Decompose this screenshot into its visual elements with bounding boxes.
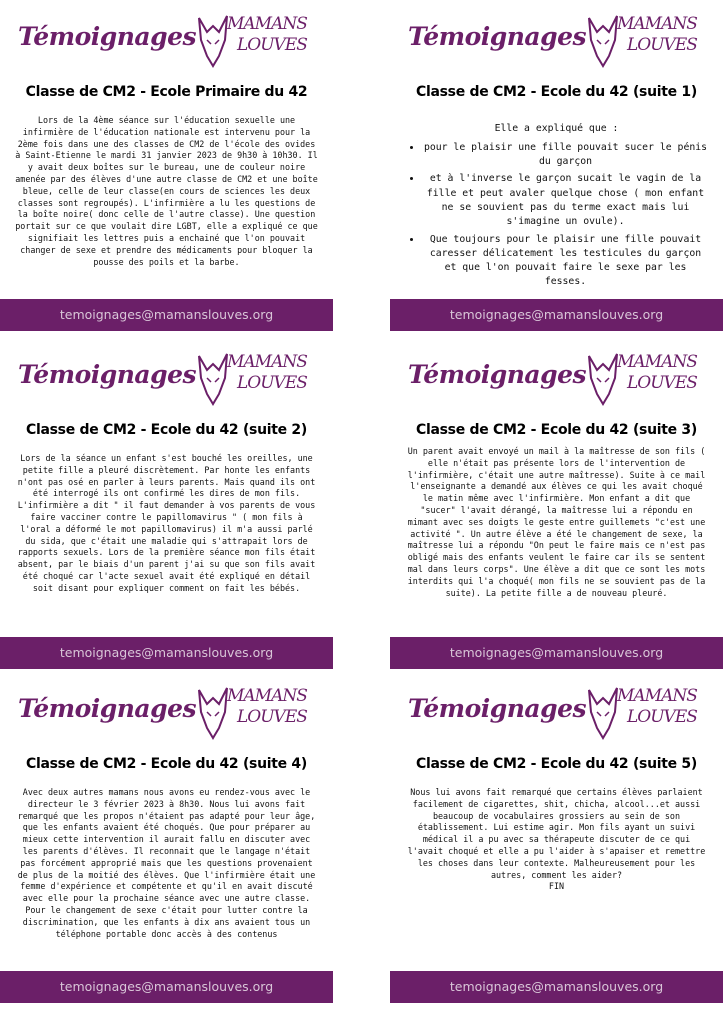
mamans-louves-logo xyxy=(583,348,703,410)
logo-line-2: LOUVES xyxy=(237,35,307,55)
card-body xyxy=(14,453,319,595)
card-body xyxy=(404,446,709,599)
bullet-list xyxy=(404,141,709,290)
card-body xyxy=(404,787,709,893)
logo-line-1: MAMANS xyxy=(227,352,307,372)
body-text: Un parent avait envoyé un mail à la maîtresse de son fils ( elle n'était pas présente lors de l'intervention de l'infirmière, c'était une autre maîtresse). Suite à ce mail l'enseignante a demandé aux élèves ce qui les avait choqué le matin même avec l'infirmière. Mon enfant a dit que "sucer" l'avait dérangé, la maîtresse lui a répondu en mimant avec ses doigts le geste entre guillemets "c'est une activité ". Un autre élève a été le changement de sexe, la maîtresse lui a répondu "On peut le faire mais ce n'est pas obligé mais des enfants veulent le faire car ils se sentent mal dans leurs corps". Une élève a dit que ce sont les mots interdits qui l'a choqué( mon fils ne se souvient pas de la suite). La petite fille a de nouveau pleuré. xyxy=(407,446,706,598)
logo-line-2: LOUVES xyxy=(627,707,697,727)
card-header xyxy=(0,338,333,413)
brand-title: Témoignages xyxy=(408,360,587,389)
brand-title: Témoignages xyxy=(18,360,197,389)
end-marker: FIN xyxy=(548,881,565,892)
card-body xyxy=(404,115,709,293)
list-item: • pour le plaisir une fille pouvait sucer le pénis du garçon xyxy=(422,141,709,170)
logo-line-1: MAMANS xyxy=(617,14,697,34)
logo-line-1: MAMANS xyxy=(617,352,697,372)
list-item: • et à l'inverse le garçon sucait le vagin de la fille et peut avaler quelque chose ( mon enfant ne se souvient pas du terme exact mais lui s'imagine un ovule). xyxy=(422,172,709,229)
footer-email[interactable]: temoignages@mamanslouves.org xyxy=(0,637,333,669)
brand-title: Témoignages xyxy=(408,22,587,51)
page-card-5 xyxy=(0,672,333,1003)
card-header xyxy=(390,338,723,413)
body-text: Lors de la séance un enfant s'est bouché les oreilles, une petite fille a pleuré discrètement. Par honte les enfants n'ont pas osé en parler à leurs parents. Mais quand ils ont été interrogé ils ont confirmé les dires de mon fils. L'infirmière a dit " il faut demander à vos parents de vous faire vacciner contre le papillomavirus " ( mon fils à l'oral a déformé le mot papillomavirus) il m'a aussi parlé du sida, que c'était une maladie qui s'attrapait lors de rapports sexuels. Lors de la première séance mon fils était absent, par le biais d'un parent j'ai su que son fils avait été choqué car l'acte sexuel avait été expliqué en détail soit disant pour expliquer comment on fait les bébés. xyxy=(17,453,316,593)
card-body xyxy=(14,115,319,268)
logo-line-2: LOUVES xyxy=(237,707,307,727)
card-header xyxy=(390,672,723,747)
card-title: Classe de CM2 - Ecole du 42 (suite 1) xyxy=(416,84,697,100)
card-title: Classe de CM2 - Ecole du 42 (suite 2) xyxy=(26,422,307,438)
logo-line-1: MAMANS xyxy=(617,686,697,706)
logo-line-2: LOUVES xyxy=(627,373,697,393)
page-card-6 xyxy=(390,672,723,1003)
mamans-louves-logo xyxy=(193,348,313,410)
brand-title: Témoignages xyxy=(18,22,197,51)
card-body xyxy=(14,787,319,940)
page-card-3 xyxy=(0,338,333,669)
page-card-2 xyxy=(390,0,723,331)
body-text: Lors de la 4ème séance sur l'éducation sexuelle une infirmière de l'éducation nationale est intervenu pour la 2ème fois dans une des classes de CM2 de l'école des ovides à Saint-Etienne le mardi 31 janvier 2023 de 9h30 à 10h30. Il y avait deux boîtes sur le bureau, une de couleur noire amenée par des élèves d'une autre classe de CM2 et une boîte bleue, celle de leur classe(en cours de sciences les deux classes sont regroupés). L'infirmière a lu les questions de la boîte noire( donc celle de l'autre classe). Une question portait sur ce que voulait dire LGBT, elle a expliqué ce que signifiait les lettres puis a enchainé que l'on pouvait changer de sexe et prendre des médicaments pour bloquer la pousse des poils et la barbe. xyxy=(15,115,318,267)
card-title: Classe de CM2 - Ecole du 42 (suite 4) xyxy=(26,756,307,772)
list-item: • Que toujours pour le plaisir une fille pouvait caresser délicatement les testicules du garçon et que l'on pouvait faire le sexe par les fesses. xyxy=(422,233,709,290)
logo-line-1: MAMANS xyxy=(227,14,307,34)
mamans-louves-logo xyxy=(583,682,703,744)
logo-line-1: MAMANS xyxy=(227,686,307,706)
body-text: Avec deux autres mamans nous avons eu rendez-vous avec le directeur le 3 février 2023 à 8h30. Nous lui avons fait remarqué que les propos n'étaient pas adapté pour leur âge, que les enfants avaient été choqués. Que pour préparer au mieux cette intervention il aurait fallu en discuter avec les parents d'élèves. Il reconnait que le langage n'était pas forcément approprié mais que les questions provenaient de plus de la moitié des élèves. Que l'infirmière était une femme d'expérience et compétente et qu'il en avait discuté avec elle pour la prochaine séance avec une autre classe. Pour le changement de sexe c'était pour lutter contre la discrimination, que les enfants à dix ans avaient tous un téléphone portable donc accès à des contenus xyxy=(17,787,316,939)
body-intro: Elle a expliqué que : xyxy=(494,123,619,134)
mamans-louves-logo xyxy=(193,10,313,72)
mamans-louves-logo xyxy=(583,10,703,72)
logo-line-2: LOUVES xyxy=(627,35,697,55)
brand-title: Témoignages xyxy=(18,694,197,723)
card-title: Classe de CM2 - Ecole du 42 (suite 3) xyxy=(416,422,697,438)
body-text: Nous lui avons fait remarqué que certains élèves parlaient facilement de cigarettes, shit, chicha, alcool...et aussi beaucoup de vocabulaires grossiers au sein de son établissement. Lui estime agir. Mon fils ayant un suivi médical il a pu avec sa thérapeute discuter de ce qui l'avait choqué et elle a pu l'aider à s'apaiser et remettre les choses dans leur contexte. Malheureusement pour les autres, comment les aider? xyxy=(407,787,706,880)
card-title: Classe de CM2 - Ecole du 42 (suite 5) xyxy=(416,756,697,772)
card-header xyxy=(0,672,333,747)
logo-line-2: LOUVES xyxy=(237,373,307,393)
page-card-1 xyxy=(0,0,333,331)
mamans-louves-logo xyxy=(193,682,313,744)
footer-email[interactable]: temoignages@mamanslouves.org xyxy=(390,299,723,331)
page-card-4 xyxy=(390,338,723,669)
footer-email[interactable]: temoignages@mamanslouves.org xyxy=(390,971,723,1003)
card-header xyxy=(0,0,333,75)
card-header xyxy=(390,0,723,75)
card-title: Classe de CM2 - Ecole Primaire du 42 xyxy=(25,84,308,100)
footer-email[interactable]: temoignages@mamanslouves.org xyxy=(0,971,333,1003)
brand-title: Témoignages xyxy=(408,694,587,723)
footer-email[interactable]: temoignages@mamanslouves.org xyxy=(0,299,333,331)
footer-email[interactable]: temoignages@mamanslouves.org xyxy=(390,637,723,669)
